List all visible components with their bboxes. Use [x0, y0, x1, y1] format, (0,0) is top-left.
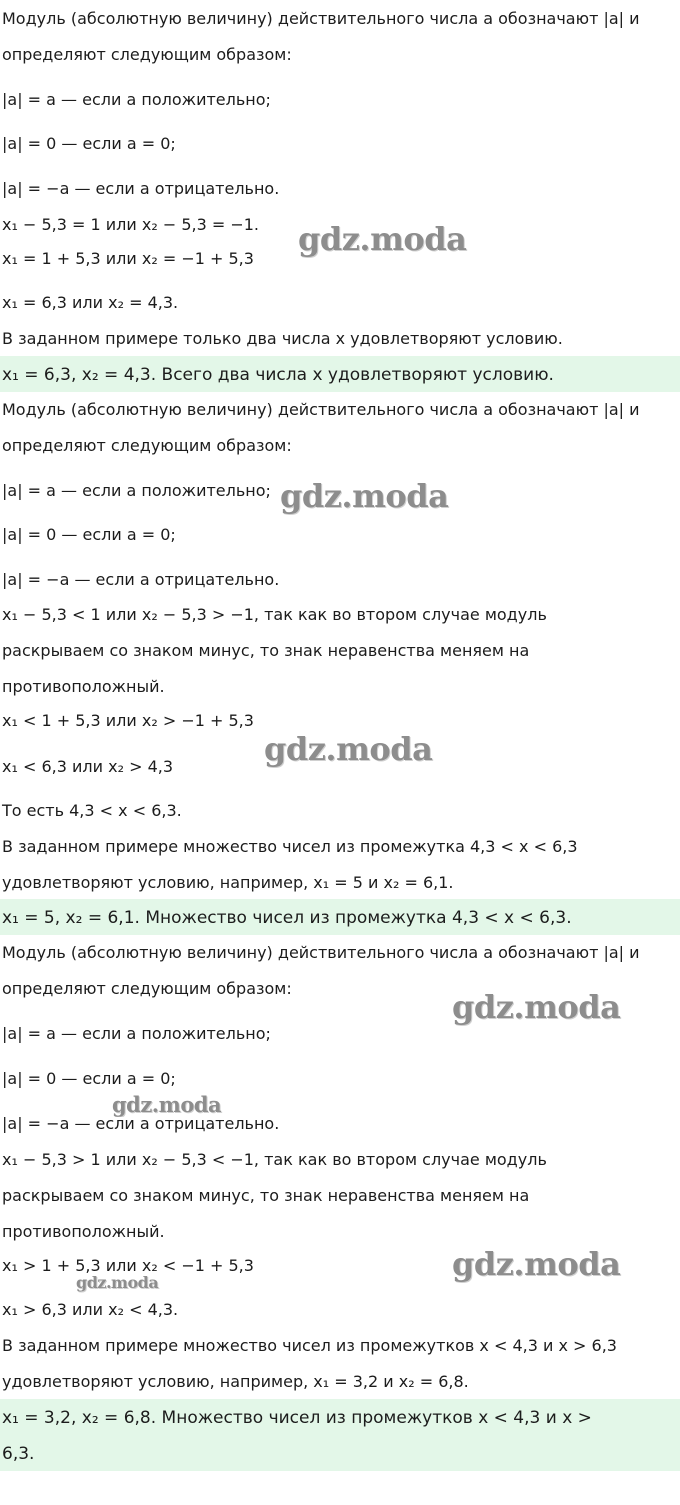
definition-intro-line2: определяют следующим образом: — [2, 45, 292, 64]
definition-negative: |a| = −a — если a отрицательно. — [2, 570, 280, 589]
definition-intro-line1: Модуль (абсолютную величину) действительного числа a обозначают |a| и — [2, 943, 640, 962]
definition-zero: |a| = 0 — если a = 0; — [2, 525, 176, 544]
watermark-logo: gdz.moda — [76, 1273, 159, 1292]
answer-box — [0, 1399, 680, 1471]
answer-text-line2: 6,3. — [2, 1444, 35, 1464]
solution-conclusion-line1: В заданном примере множество чисел из промежутка 4,3 < x < 6,3 — [2, 837, 578, 856]
definition-intro-line2: определяют следующим образом: — [2, 979, 292, 998]
definition-intro-line2: определяют следующим образом: — [2, 436, 292, 455]
solution-step-1-cont2: противоположный. — [2, 1222, 165, 1241]
answer-box — [0, 899, 680, 935]
solution-conclusion: В заданном примере только два числа x удовлетворяют условию. — [2, 329, 563, 348]
solution-step-3: x₁ = 6,3 или x₂ = 4,3. — [2, 293, 179, 312]
answer-text: x₁ = 5, x₂ = 6,1. Множество чисел из промежутка 4,3 < x < 6,3. — [2, 908, 572, 928]
solution-step-2: x₁ > 1 + 5,3 или x₂ < −1 + 5,3 — [2, 1256, 254, 1275]
definition-intro-line1: Модуль (абсолютную величину) действительного числа a обозначают |a| и — [2, 400, 640, 419]
solution-step-3: x₁ < 6,3 или x₂ > 4,3 — [2, 757, 174, 776]
answer-text-line1: x₁ = 3,2, x₂ = 6,8. Множество чисел из промежутков x < 4,3 и x > — [2, 1408, 592, 1428]
watermark-logo: gdz.moda — [452, 988, 621, 1026]
definition-intro-line1: Модуль (абсолютную величину) действительного числа a обозначают |a| и — [2, 9, 640, 28]
solution-step-1-cont: раскрываем со знаком минус, то знак неравенства меняем на — [2, 641, 530, 660]
solution-step-1: x₁ − 5,3 < 1 или x₂ − 5,3 > −1, так как во втором случае модуль — [2, 605, 547, 624]
definition-negative: |a| = −a — если a отрицательно. — [2, 1114, 280, 1133]
watermark-logo: gdz.moda — [452, 1245, 621, 1283]
solution-step-3: x₁ > 6,3 или x₂ < 4,3. — [2, 1300, 179, 1319]
definition-positive: |a| = a — если a положительно; — [2, 1024, 271, 1043]
solution-conclusion-line1: В заданном примере множество чисел из промежутков x < 4,3 и x > 6,3 — [2, 1336, 617, 1355]
watermark-logo: gdz.moda — [298, 220, 467, 258]
solution-conclusion-line2: удовлетворяют условию, например, x₁ = 3,2 и x₂ = 6,8. — [2, 1372, 469, 1391]
answer-text: x₁ = 6,3, x₂ = 4,3. Всего два числа x удовлетворяют условию. — [2, 365, 554, 385]
answer-box — [0, 356, 680, 392]
watermark-logo: gdz.moda — [112, 1092, 222, 1117]
solution-step-1: x₁ − 5,3 = 1 или x₂ − 5,3 = −1. — [2, 215, 260, 234]
solution-step-4: То есть 4,3 < x < 6,3. — [2, 801, 182, 820]
watermark-logo: gdz.moda — [280, 477, 449, 515]
definition-zero: |a| = 0 — если a = 0; — [2, 134, 176, 153]
definition-positive: |a| = a — если a положительно; — [2, 481, 271, 500]
definition-negative: |a| = −a — если a отрицательно. — [2, 179, 280, 198]
solution-conclusion-line2: удовлетворяют условию, например, x₁ = 5 и x₂ = 6,1. — [2, 873, 454, 892]
solution-step-1: x₁ − 5,3 > 1 или x₂ − 5,3 < −1, так как во втором случае модуль — [2, 1150, 547, 1169]
solution-step-1-cont: раскрываем со знаком минус, то знак неравенства меняем на — [2, 1186, 530, 1205]
definition-zero: |a| = 0 — если a = 0; — [2, 1069, 176, 1088]
definition-positive: |a| = a — если a положительно; — [2, 90, 271, 109]
solution-step-1-cont2: противоположный. — [2, 677, 165, 696]
solution-step-2: x₁ < 1 + 5,3 или x₂ > −1 + 5,3 — [2, 711, 254, 730]
watermark-logo: gdz.moda — [264, 730, 433, 768]
solution-step-2: x₁ = 1 + 5,3 или x₂ = −1 + 5,3 — [2, 249, 254, 268]
